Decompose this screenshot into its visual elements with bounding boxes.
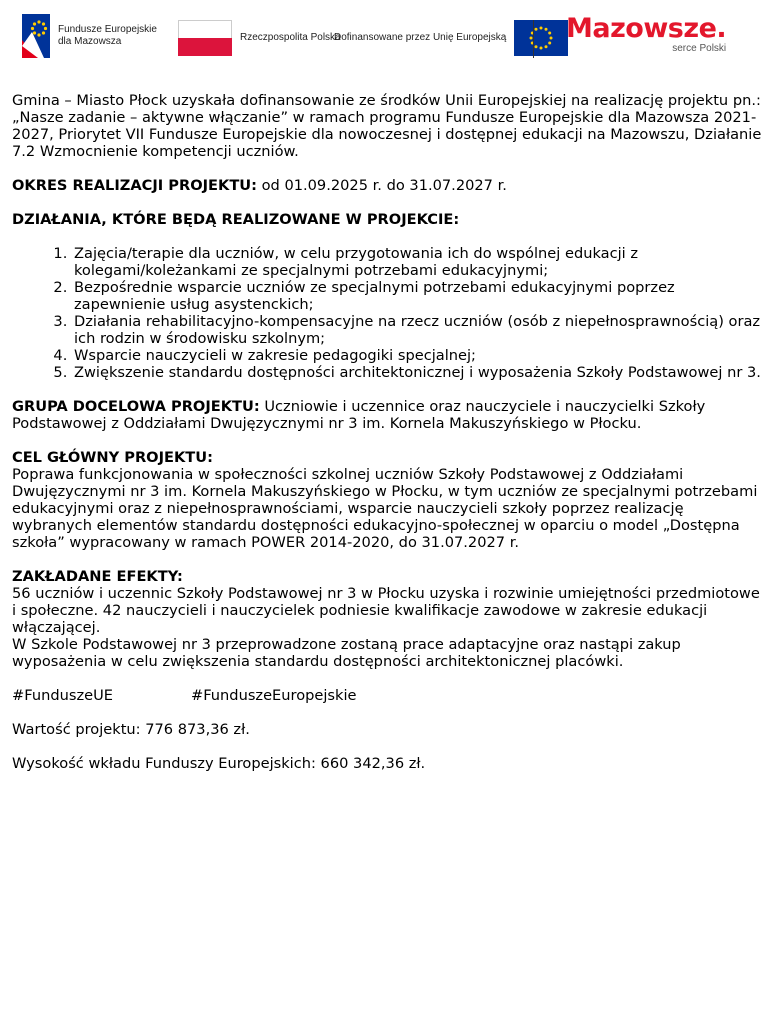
effects-paragraph-1: 56 uczniów i uczennic Szkoły Podstawowej nr 3 w Płocku uzyska i rozwinie umiejętności przedmiotowe i społeczne. 42 nauczycieli i nauczycielek podniesie kwalifikacje zawodowe w zakresie edukacji włączającej. (12, 585, 760, 636)
hashtag: #FunduszeEuropejskie (190, 687, 357, 704)
list-item: 1. Zajęcia/terapie dla uczniów, w celu przygotowania ich do wspólnej edukacji z kolegami/koleżankami ze specjalnymi potrzebami edukacyjnymi; (72, 245, 768, 279)
rzeczpospolita-polska-text: Rzeczpospolita Polska (240, 32, 341, 43)
rzeczpospolita-polska-logo (178, 20, 341, 56)
main-goal-section (12, 449, 768, 551)
list-item: 3. Działania rehabilitacyjno-kompensacyjne na rzecz uczniów (osób z niepełnosprawnością) oraz ich rodzin w środowisku szkolnym; (72, 313, 768, 347)
effects-paragraph-2: W Szkole Podstawowej nr 3 przeprowadzone zostaną prace adaptacyjne oraz nastąpi zakup wyposażenia w celu zwiększenia standardu dostępności architektonicznej placówki. (12, 636, 681, 670)
target-group-value: Uczniowie i uczennice oraz nauczyciele i nauczycielki Szkoły Podstawowej z Oddziałami Dwujęzycznymi nr 3 im. Kornela Makuszyńskiego w Płocku. (12, 398, 706, 432)
mazowsze-logo (566, 14, 726, 54)
target-group-section (12, 398, 768, 432)
polish-flag-icon (178, 20, 232, 56)
main-goal-label: CEL GŁÓWNY PROJEKTU: (12, 449, 213, 466)
mazowsze-tagline: serce Polski (672, 43, 727, 54)
eu-funding-text: Dofinansowane przez Unię Europejską (334, 32, 507, 43)
effects-section (12, 568, 768, 670)
list-item: 5. Zwiększenie standardu dostępności architektonicznej i wyposażenia Szkoły Podstawowej nr 3. (72, 364, 768, 381)
period-label: OKRES REALIZACJI PROJEKTU: (12, 177, 257, 194)
mazowsze-wordmark: Mazowsze. (566, 13, 727, 44)
logo-bar (0, 0, 775, 80)
list-item: 4. Wsparcie nauczycieli w zakresie pedagogiki specjalnej; (72, 347, 768, 364)
hashtag: #FunduszeUE (12, 687, 113, 704)
actions-heading (12, 211, 768, 228)
announcement-body (12, 92, 768, 789)
eu-flag-icon (514, 20, 568, 56)
fundusze-europejskie-logo (22, 14, 168, 58)
project-value: Wartość projektu: 776 873,36 zł. (12, 721, 250, 738)
period-section (12, 177, 768, 194)
period-value: od 01.09.2025 r. do 31.07.2027 r. (256, 177, 507, 194)
intro-paragraph: Gmina – Miasto Płock uzyskała dofinansowanie ze środków Unii Europejskiej na realizację projektu pn.: „Nasze zadanie – aktywne włączanie” w ramach programu Fundusze Europejskie dla Mazowsza 2021-2027, Priorytet VII Fundusze Europejskie dla nowoczesnej i dostępnej edukacji na Mazowszu, Działanie 7.2 Wzmocnienie kompetencji uczniów. (12, 92, 762, 160)
actions-heading-text: DZIAŁANIA, KTÓRE BĘDĄ REALIZOWANE W PROJEKCIE: (12, 211, 460, 228)
main-goal-value: Poprawa funkcjonowania w społeczności szkolnej uczniów Szkoły Podstawowej z Oddziałami Dwujęzycznymi nr 3 im. Kornela Makuszyńskiego w Płocku, w tym uczniów ze specjalnymi potrzebami edukacyjnymi oraz z niepełnosprawnościami, wsparcie nauczycieli szkoły poprzez realizację wybranych elementów standardu dostępności edukacyjno-społecznej w oparciu o model „Dostępna szkoła” wypracowany w ramach POWER 2014-2020, do 31.07.2027 r. (12, 466, 758, 551)
actions-list (12, 245, 768, 381)
target-group-label: GRUPA DOCELOWA PROJEKTU: (12, 398, 260, 415)
effects-label: ZAKŁADANE EFEKTY: (12, 568, 183, 585)
list-item: 2. Bezpośrednie wsparcie uczniów ze specjalnymi potrzebami edukacyjnymi poprzez zapewnienie usług asystenckich; (72, 279, 768, 313)
fundusze-europejskie-logo-text: Fundusze Europejskie dla Mazowsza (58, 24, 157, 47)
fundusze-europejskie-emblem-icon (22, 14, 50, 58)
hashtags (12, 687, 768, 704)
eu-contribution: Wysokość wkładu Funduszy Europejskich: 660 342,36 zł. (12, 755, 426, 772)
logo-separator (533, 20, 534, 58)
